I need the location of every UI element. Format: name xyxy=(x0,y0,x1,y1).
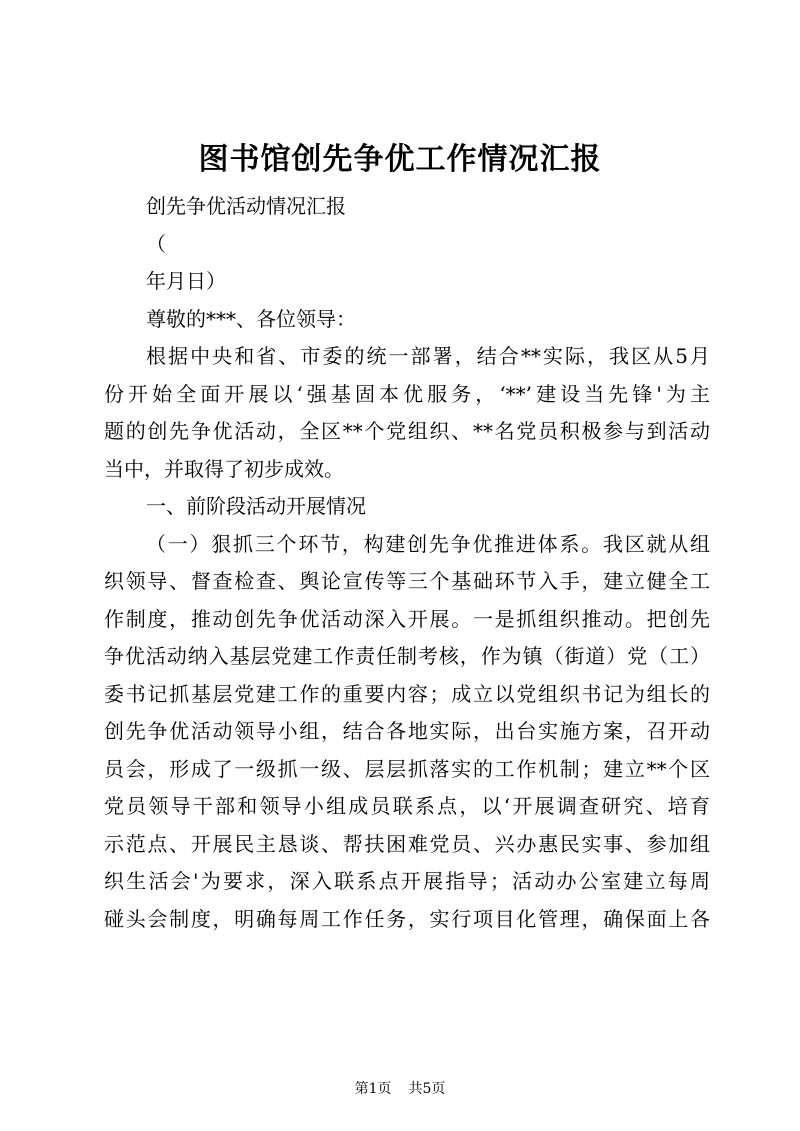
paragraph-line: 争优活动纳入基层党建工作责任制考核，作为镇（街道）党（工） xyxy=(104,644,710,668)
paragraph-line: 作制度，推动创先争优活动深入开展。一是抓组织推动。把创先 xyxy=(104,606,710,631)
salutation-line: 尊敬的***、各位领导： xyxy=(146,306,356,331)
paragraph-line: 员会，形成了一级抓一级、层层抓落实的工作机制；建立**个区 xyxy=(104,756,710,781)
paragraph-line: 碰头会制度，明确每周工作任务，实行项目化管理，确保面上各 xyxy=(104,906,710,931)
page-number: 第1页 xyxy=(354,1081,392,1097)
paragraph-line: 党员领导干部和领导小组成员联系点，以‘开展调查研究、培育 xyxy=(104,794,710,818)
date-open-line: （ xyxy=(146,231,166,256)
paragraph-line: 根据中央和省、市委的统一部署，结合**实际，我区从5月 xyxy=(146,344,710,368)
paragraph-line: 示范点、开展民主恳谈、帮扶困难党员、兴办惠民实事、参加组 xyxy=(104,831,710,856)
paragraph-line: 委书记抓基层党建工作的重要内容；成立以党组织书记为组长的 xyxy=(104,681,710,706)
paragraph-line: 份开始全面开展以‘强基固本优服务，‘**’建设当先锋'为主 xyxy=(104,381,710,406)
paragraph-line: （一）狠抓三个环节，构建创先争优推进体系。我区就从组 xyxy=(146,531,710,556)
date-line: 年月日） xyxy=(146,269,226,293)
paragraph-intro xyxy=(104,338,710,488)
paragraph-section-1 xyxy=(104,526,710,939)
page-footer xyxy=(0,1079,800,1099)
total-pages: 共5页 xyxy=(408,1081,446,1097)
paragraph-line: 织领导、督查检查、舆论宣传等三个基础环节入手，建立健全工 xyxy=(104,569,710,593)
document-body xyxy=(104,188,710,938)
paragraph-line: 题的创先争优活动，全区**个党组织、**名党员积极参与到活动 xyxy=(104,419,710,443)
paragraph-line: 创先争优活动领导小组，结合各地实际，出台实施方案，召开动 xyxy=(104,719,710,743)
section-heading: 一、前阶段活动开展情况 xyxy=(146,494,366,518)
paragraph-line: 织生活会'为要求，深入联系点开展指导；活动办公室建立每周 xyxy=(104,869,710,893)
paragraph-line: 当中，并取得了初步成效。 xyxy=(104,456,344,481)
subtitle-line: 创先争优活动情况汇报 xyxy=(146,194,346,218)
document-title: 图书馆创先争优工作情况汇报 xyxy=(198,142,602,177)
